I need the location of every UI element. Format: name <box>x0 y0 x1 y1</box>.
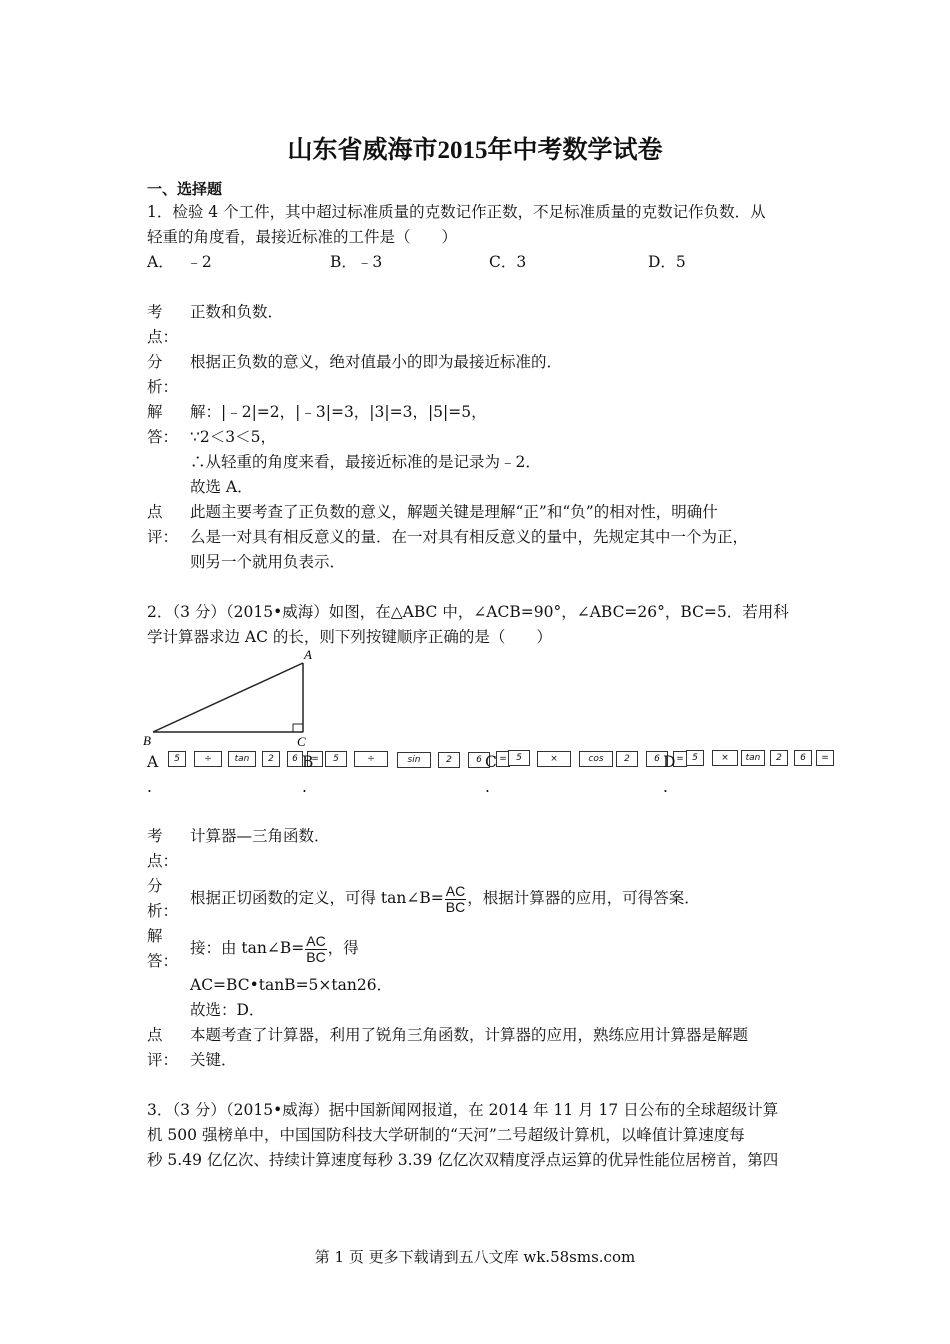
q2-fenxi-label-1: 分 <box>147 877 163 895</box>
q2-fenxi-pre: 根据正切函数的定义，可得 tan∠B= <box>190 889 444 907</box>
q2-option-b-dot: . <box>302 778 307 796</box>
calc-key: = <box>307 751 323 767</box>
q2-stem-line1: 2．（3 分）（2015•威海）如图，在△ABC 中，∠ACB=90°，∠ABC=26°，BC=5．若用科 <box>147 603 789 621</box>
q2-dianping-label-1: 点 <box>147 1026 163 1044</box>
q1-dianping-line1: 此题主要考查了正负数的意义，解题关键是理解“正”和“负”的相对性，明确什 <box>190 503 718 521</box>
calc-key: 5 <box>325 751 347 767</box>
q1-jieda-line3: ∴从轻重的角度来看，最接近标准的是记录为﹣2． <box>190 453 541 471</box>
q2-dianping-label-2: 评： <box>147 1051 179 1069</box>
q2-jieda-post: ，得 <box>327 939 359 957</box>
calc-key: cos <box>579 751 613 767</box>
q2-fenxi-post: ，根据计算器的应用，可得答案． <box>467 889 700 907</box>
q2-dianping-line1: 本题考查了计算器，利用了锐角三角函数，计算器的应用，熟练应用计算器是解题 <box>190 1026 749 1044</box>
q3-line2: 机 500 强榜单中，中国国防科技大学研制的“天河”二号超级计算机，以峰值计算速度每 <box>147 1126 745 1144</box>
fraction-numerator: AC <box>445 882 466 899</box>
calc-key: tan <box>741 750 765 766</box>
calc-key: 2 <box>438 752 460 768</box>
calc-key: ÷ <box>194 751 222 767</box>
q1-jieda-line2: ∵2＜3＜5， <box>190 428 276 446</box>
q1-jieda-line4: 故选 A． <box>190 478 253 496</box>
q2-jieda-line2: AC=BC•tanB=5×tan26． <box>190 976 393 994</box>
q1-kaodian-label-2: 点： <box>147 328 179 346</box>
fraction-denominator: BC <box>306 948 326 965</box>
section-heading: 一、选择题 <box>147 180 223 198</box>
calc-key: 6 <box>468 752 490 768</box>
q1-jieda-label-1: 解 <box>147 403 163 421</box>
fraction-ac-bc <box>445 884 466 915</box>
calc-key: = <box>496 751 510 767</box>
vertex-b-label: B <box>143 733 151 748</box>
page-title: 山东省威海市2015年中考数学试卷 <box>287 137 663 164</box>
q1-kaodian-label-1: 考 <box>147 303 163 321</box>
q1-dianping-line2: 么是一对具有相反意义的量．在一对具有相反意义的量中，先规定其中一个为正， <box>190 528 749 546</box>
calc-key: 2 <box>770 750 788 766</box>
q2-option-d-letter: D <box>663 753 676 771</box>
q2-kaodian: 计算器—三角函数． <box>190 827 330 845</box>
calc-key: 6 <box>287 751 303 767</box>
q2-jieda-line3: 故选：D． <box>190 1001 265 1019</box>
q3-line1: 3．（3 分）（2015•威海）据中国新闻网报道，在 2014 年 11 月 17 日公布的全球超级计算 <box>147 1101 779 1119</box>
calc-key: 2 <box>262 751 280 767</box>
calc-key: tan <box>228 751 256 767</box>
q2-jieda-line1 <box>190 926 359 970</box>
q2-option-d-dot: . <box>663 778 668 796</box>
calc-key: × <box>712 750 738 766</box>
q1-kaodian: 正数和负数． <box>190 303 284 321</box>
q2-option-c-letter: C <box>485 753 497 771</box>
q1-jieda-label-2: 答： <box>147 428 179 446</box>
calc-key: = <box>816 750 834 766</box>
q1-fenxi: 根据正负数的意义，绝对值最小的即为最接近标准的． <box>190 353 563 371</box>
calc-key: 5 <box>168 751 186 767</box>
calc-key: 5 <box>686 750 704 766</box>
q1-option-c: C．3 <box>489 253 527 271</box>
q2-stem-line2: 学计算器求边 AC 的长，则下列按键顺序正确的是（ ） <box>147 628 552 646</box>
q2-jieda-label-2: 答： <box>147 952 179 970</box>
right-angle-mark <box>293 724 303 732</box>
q2-kaodian-label-1: 考 <box>147 827 163 845</box>
q1-option-b: B．﹣3 <box>330 253 383 271</box>
calc-key: = <box>673 751 687 767</box>
q1-option-a: A． ﹣2 <box>147 253 212 271</box>
calc-key: 2 <box>616 751 638 767</box>
calc-key: 6 <box>794 750 812 766</box>
q1-dianping-label-1: 点 <box>147 503 163 521</box>
q1-stem-line2: 轻重的角度看，最接近标准的工件是（ ） <box>147 228 458 246</box>
vertex-c-label: C <box>297 734 306 749</box>
side-ab <box>153 663 303 732</box>
q2-jieda-pre: 接：由 tan∠B= <box>190 939 305 957</box>
q2-fenxi-label-2: 析： <box>147 902 179 920</box>
fraction-denominator: BC <box>445 898 466 915</box>
q2-kaodian-label-2: 点： <box>147 852 179 870</box>
q1-option-d: D．5 <box>648 253 686 271</box>
q1-jieda-line1: 解：|﹣2|=2，|﹣3|=3，|3|=3，|5|=5， <box>190 403 487 421</box>
fraction-ac-bc <box>305 934 326 965</box>
q1-fenxi-label-2: 析： <box>147 378 179 396</box>
q2-dianping-line2: 关键． <box>190 1051 237 1069</box>
q2-fenxi <box>190 876 700 920</box>
q2-option-c-dot: . <box>485 778 490 796</box>
vertex-a-label: A <box>304 647 312 662</box>
fraction-numerator: AC <box>306 932 326 949</box>
q1-dianping-label-2: 评： <box>147 528 179 546</box>
triangle-figure <box>140 645 330 750</box>
calc-key: × <box>537 751 571 767</box>
calc-key: 6 <box>646 751 668 767</box>
q1-stem-line1: 1．检验 4 个工件，其中超过标准质量的克数记作正数，不足标准质量的克数记作负数．从 <box>147 203 766 221</box>
q2-option-a-dot: . <box>147 778 152 796</box>
q3-line3: 秒 5.49 亿亿次、持续计算速度每秒 3.39 亿亿次双精度浮点运算的优异性能位居榜首，第四 <box>147 1151 779 1169</box>
calc-key: ÷ <box>354 751 388 767</box>
q1-dianping-line3: 则另一个就用负表示． <box>190 553 346 571</box>
q1-fenxi-label-1: 分 <box>147 353 163 371</box>
page-footer: 第 1 页 更多下载请到五八文库 wk.58sms.com <box>314 1248 636 1266</box>
q2-jieda-label-1: 解 <box>147 927 163 945</box>
calc-key: sin <box>397 752 431 768</box>
q2-option-b-letter: B <box>302 753 314 771</box>
q2-option-a-letter: A <box>147 753 159 771</box>
calc-key: 5 <box>508 750 530 766</box>
